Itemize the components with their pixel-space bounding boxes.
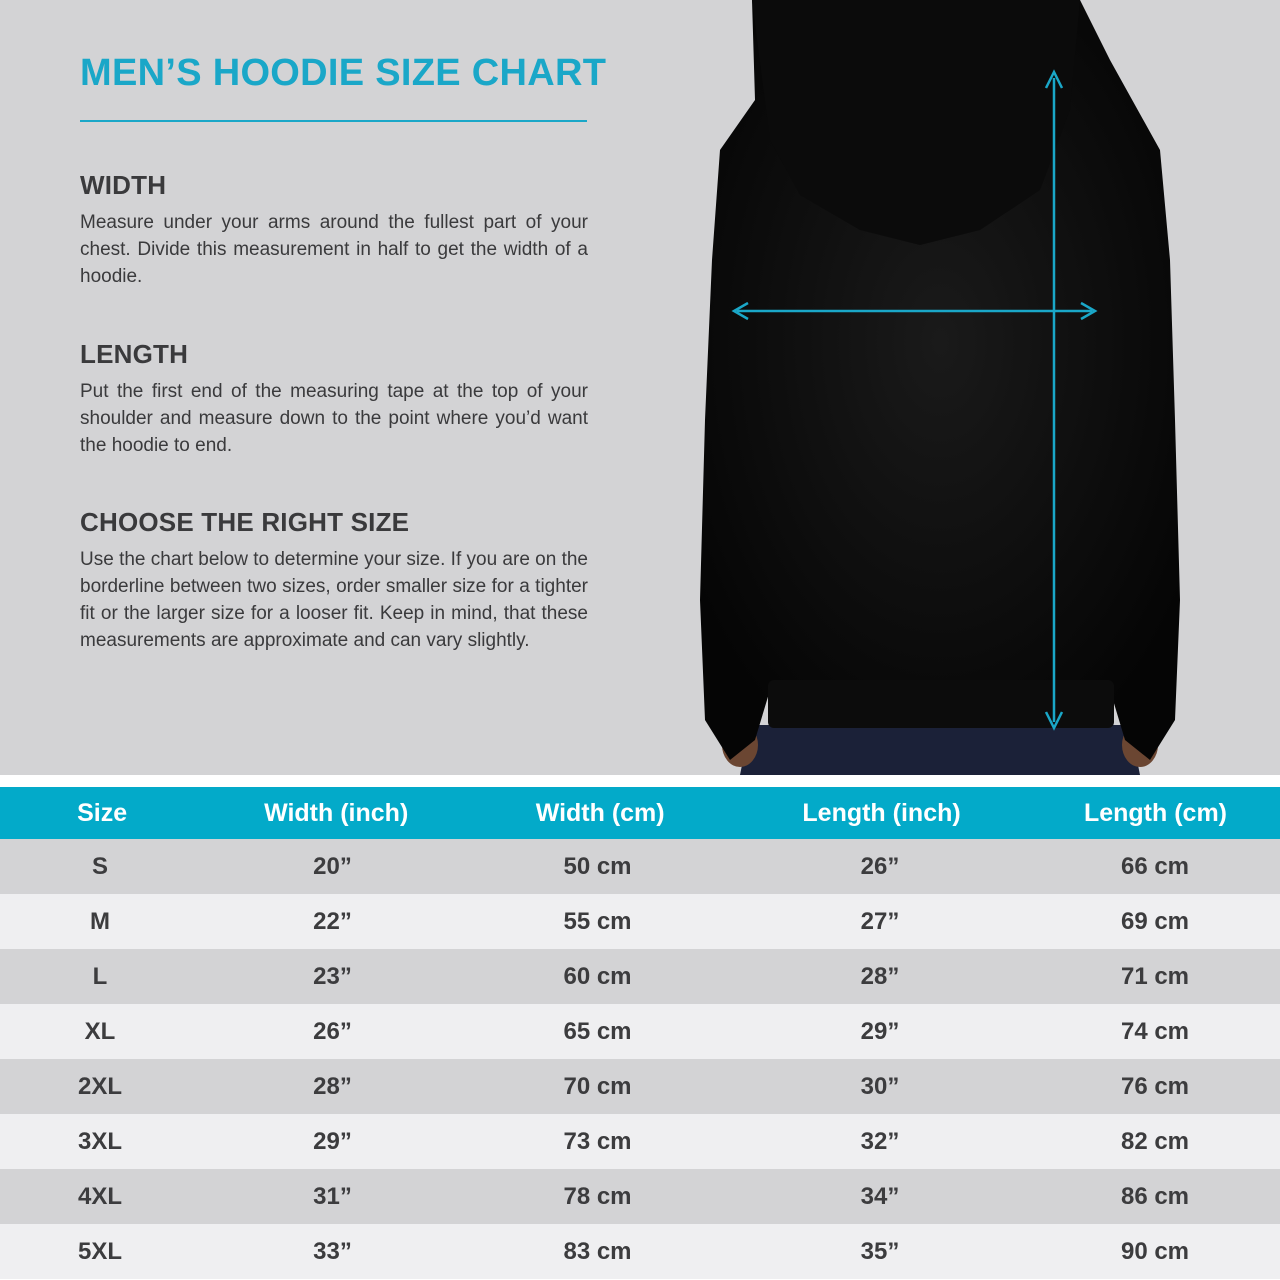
cell-size: 3XL xyxy=(77,1127,122,1155)
table-body xyxy=(0,839,1280,1279)
cell-width-inch: 26” xyxy=(313,1017,352,1045)
cell-length-cm: 90 cm xyxy=(1120,1237,1190,1265)
cell-size: M xyxy=(90,907,110,935)
cell-length-cm: 74 cm xyxy=(1120,1017,1190,1045)
header-width-inch: Width (inch) xyxy=(264,798,409,827)
cell-length-cm: 86 cm xyxy=(1120,1182,1190,1210)
cell-size: XL xyxy=(84,1017,116,1045)
title-divider xyxy=(80,120,587,122)
cell-size: L xyxy=(92,962,108,990)
cell-length-inch: 32” xyxy=(860,1127,900,1155)
width-heading: WIDTH xyxy=(80,170,167,200)
choose-size-text: Use the chart below to determine your size. If you are on the borderline between two sizes, order smaller size for a tighter fit or the larger size for a looser fit. Keep in mind, that these measurements are approximate and can vary slightly. xyxy=(80,549,588,651)
hoodie-image xyxy=(640,0,1200,775)
cell-length-inch: 28” xyxy=(860,962,900,990)
cell-width-inch: 22” xyxy=(313,907,352,935)
cell-length-cm: 71 cm xyxy=(1120,962,1190,990)
length-section xyxy=(80,339,588,459)
choose-size-section xyxy=(80,507,588,654)
cell-size: 5XL xyxy=(77,1237,122,1265)
cell-length-inch: 27” xyxy=(860,907,900,935)
cell-width-cm: 70 cm xyxy=(563,1072,632,1100)
cell-length-inch: 26” xyxy=(860,852,900,880)
cell-width-cm: 55 cm xyxy=(563,907,632,935)
cell-size: S xyxy=(91,852,108,880)
cell-length-cm: 66 cm xyxy=(1120,852,1190,880)
cell-length-cm: 82 cm xyxy=(1120,1127,1190,1155)
choose-size-heading: CHOOSE THE RIGHT SIZE xyxy=(80,507,410,537)
length-text: Put the first end of the measuring tape at the top of your shoulder and measure down to the point where you’d want the hoodie to end. xyxy=(80,381,588,456)
table-row xyxy=(0,949,1280,1004)
cell-width-cm: 50 cm xyxy=(563,852,632,880)
cell-length-inch: 30” xyxy=(860,1072,900,1100)
cell-width-inch: 23” xyxy=(313,962,352,990)
cell-size: 4XL xyxy=(77,1182,122,1210)
cell-width-cm: 65 cm xyxy=(563,1017,632,1045)
cell-width-cm: 78 cm xyxy=(563,1182,632,1210)
cell-length-inch: 35” xyxy=(860,1237,900,1265)
table-row xyxy=(0,1114,1280,1169)
cell-length-cm: 69 cm xyxy=(1120,907,1190,935)
table-header xyxy=(0,787,1280,839)
header-length-cm: Length (cm) xyxy=(1083,798,1227,827)
hoodie-waistband xyxy=(768,680,1114,728)
header-size: Size xyxy=(77,798,128,827)
header-length-inch: Length (inch) xyxy=(802,798,961,827)
cell-width-inch: 20” xyxy=(313,852,352,880)
cell-width-cm: 60 cm xyxy=(563,962,632,990)
table-row xyxy=(0,839,1280,894)
table-row xyxy=(0,894,1280,949)
cell-size: 2XL xyxy=(77,1072,122,1100)
cell-width-inch: 29” xyxy=(313,1127,352,1155)
cell-width-cm: 73 cm xyxy=(563,1127,632,1155)
header-width-cm: Width (cm) xyxy=(535,798,665,827)
page-title: MEN’S HOODIE SIZE CHART xyxy=(80,52,607,94)
table-row xyxy=(0,1004,1280,1059)
cell-width-inch: 28” xyxy=(313,1072,352,1100)
cell-width-inch: 33” xyxy=(313,1237,352,1265)
cell-length-inch: 29” xyxy=(860,1017,900,1045)
table-row xyxy=(0,1059,1280,1114)
length-heading: LENGTH xyxy=(80,339,189,369)
jeans-shape xyxy=(740,725,1140,775)
width-text: Measure under your arms around the fullest part of your chest. Divide this measurement in half to get the width of a hoodie. xyxy=(80,212,588,287)
cell-length-cm: 76 cm xyxy=(1120,1072,1190,1100)
table-row xyxy=(0,1224,1280,1279)
cell-length-inch: 34” xyxy=(860,1182,900,1210)
table-row xyxy=(0,1169,1280,1224)
size-table xyxy=(0,775,1280,1280)
cell-width-cm: 83 cm xyxy=(563,1237,632,1265)
hoodie-illustration xyxy=(640,0,1200,775)
width-section xyxy=(80,170,588,290)
cell-width-inch: 31” xyxy=(313,1182,352,1210)
